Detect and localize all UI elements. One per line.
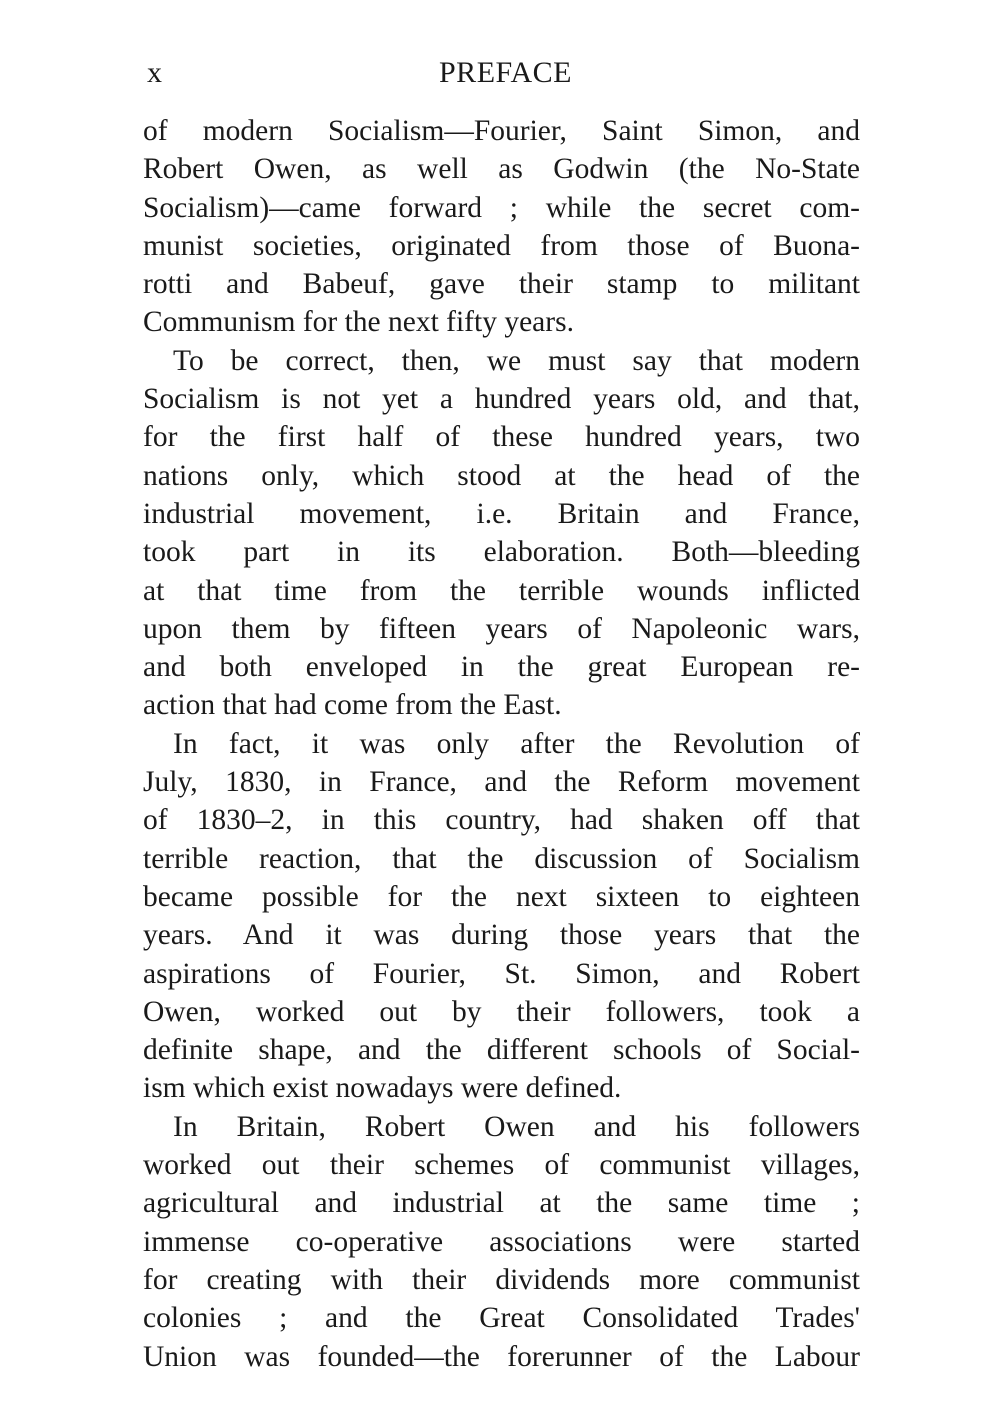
text-line: became possible for the next sixteen to eighteen xyxy=(143,880,860,913)
page-header xyxy=(143,56,860,96)
text-line: July, 1830, in France, and the Reform movement xyxy=(143,766,860,799)
text-line: In fact, it was only after the Revolution of xyxy=(173,727,860,760)
paragraph xyxy=(143,342,860,725)
text-line: worked out their schemes of communist villages, xyxy=(143,1149,860,1182)
text-line: munist societies, originated from those of Buona- xyxy=(143,229,860,262)
text-line: Socialism)—came forward ; while the secret com- xyxy=(143,191,860,224)
text-line: Owen, worked out by their followers, took a xyxy=(143,995,860,1028)
text-line: To be correct, then, we must say that modern xyxy=(173,344,860,377)
running-title: PREFACE xyxy=(439,56,572,89)
text-line: colonies ; and the Great Consolidated Trades' xyxy=(143,1302,860,1335)
text-line: immense co-operative associations were started xyxy=(143,1225,860,1258)
text-line: upon them by fifteen years of Napoleonic wars, xyxy=(143,612,860,645)
paragraph xyxy=(143,112,860,342)
text-line: Socialism is not yet a hundred years old, and that, xyxy=(143,383,860,416)
text-line: for the first half of these hundred years, two xyxy=(143,421,860,454)
text-line: definite shape, and the different schools of Social- xyxy=(143,1034,860,1067)
text-line: at that time from the terrible wounds inflicted xyxy=(143,574,860,607)
text-line: agricultural and industrial at the same time ; xyxy=(143,1187,860,1220)
body-text xyxy=(143,112,860,1376)
text-line: Union was founded—the forerunner of the Labour xyxy=(143,1340,860,1373)
text-line: terrible reaction, that the discussion of Socialism xyxy=(143,842,860,875)
paragraph xyxy=(143,725,860,1108)
text-line: of 1830–2, in this country, had shaken off that xyxy=(143,804,860,837)
page-number: x xyxy=(147,56,162,89)
text-line: nations only, which stood at the head of the xyxy=(143,459,860,492)
text-line: industrial movement, i.e. Britain and France, xyxy=(143,497,860,530)
text-line: action that had come from the East. xyxy=(143,689,562,722)
text-line: rotti and Babeuf, gave their stamp to militant xyxy=(143,268,860,301)
text-line: In Britain, Robert Owen and his followers xyxy=(173,1110,860,1143)
text-line: took part in its elaboration. Both—bleeding xyxy=(143,536,860,569)
paragraph xyxy=(143,1108,860,1376)
text-line: and both enveloped in the great European re- xyxy=(143,651,860,684)
text-line: years. And it was during those years that the xyxy=(143,919,860,952)
text-line: ism which exist nowadays were defined. xyxy=(143,1072,622,1105)
text-line: of modern Socialism—Fourier, Saint Simon, and xyxy=(143,115,860,147)
text-line: for creating with their dividends more communist xyxy=(143,1263,860,1296)
text-line: Robert Owen, as well as Godwin (the No-State xyxy=(143,153,860,186)
text-line: Communism for the next fifty years. xyxy=(143,306,574,339)
text-line: aspirations of Fourier, St. Simon, and Robert xyxy=(143,957,860,990)
